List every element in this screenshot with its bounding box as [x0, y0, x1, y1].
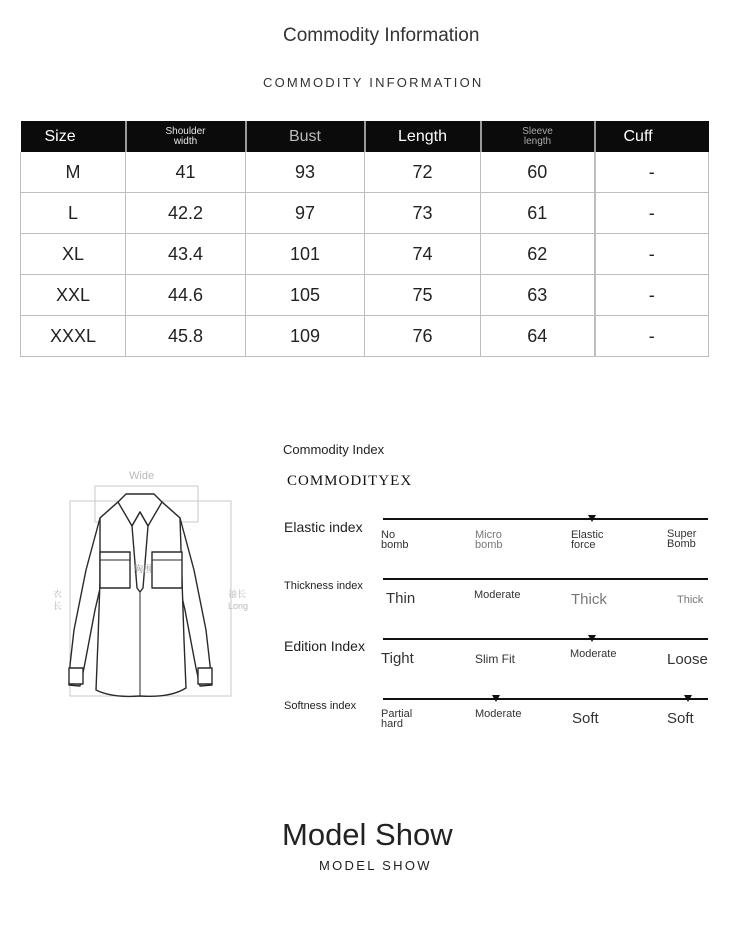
thickness-option-1: Thin — [386, 590, 416, 607]
col-header-size: Size — [21, 121, 126, 152]
table-row — [21, 152, 709, 193]
table-cell: 43.4 — [126, 234, 246, 275]
elastic-index-marker — [588, 515, 596, 522]
table-cell: XXL — [21, 275, 126, 316]
edition-index-marker — [588, 635, 596, 642]
table-cell: 72 — [365, 152, 481, 193]
edition-option-1: Tight — [381, 650, 414, 667]
table-cell: XXXL — [21, 316, 126, 357]
table-cell: 60 — [481, 152, 595, 193]
edition-option-2: Slim Fit — [475, 652, 515, 666]
table-row — [21, 316, 709, 357]
edition-index-line — [383, 638, 708, 640]
sleeve-label: 袖长 — [228, 589, 247, 599]
softness-option-3: Soft — [572, 710, 599, 727]
table-row — [21, 193, 709, 234]
table-row — [21, 234, 709, 275]
table-cell: XL — [21, 234, 126, 275]
thickness-option-2: Moderate — [474, 589, 521, 601]
table-cell: 105 — [246, 275, 365, 316]
table-cell: 101 — [246, 234, 365, 275]
table-cell: 44.6 — [126, 275, 246, 316]
table-cell: 42.2 — [126, 193, 246, 234]
table-cell: 61 — [481, 193, 595, 234]
softness-index-line — [383, 698, 708, 700]
table-row — [21, 275, 709, 316]
header-subtitle: COMMODITY INFORMATION — [263, 75, 484, 90]
elastic-option-3: Elastic force — [571, 529, 604, 551]
table-cell: 41 — [126, 152, 246, 193]
softness-index-label: Softness index — [284, 700, 357, 712]
index-subtitle: COMMODITYEX — [287, 473, 413, 489]
edition-option-4: Loose — [667, 651, 708, 668]
elastic-index-line — [383, 518, 708, 520]
table-cell: 64 — [481, 316, 595, 357]
col-header-shoulder: Shoulder width — [126, 121, 246, 152]
softness-index-marker-2 — [684, 695, 692, 702]
table-cell: 109 — [246, 316, 365, 357]
shirt-diagram-icon — [40, 460, 240, 710]
size-table-header — [21, 121, 709, 152]
col-header-sleeve: Sleeve length — [481, 121, 595, 152]
softness-option-4: Soft — [667, 710, 694, 727]
table-cell: 62 — [481, 234, 595, 275]
elastic-option-1: No bomb — [381, 529, 409, 551]
table-cell: - — [595, 234, 709, 275]
size-table — [20, 121, 709, 357]
table-cell: 75 — [365, 275, 481, 316]
thickness-index-line — [383, 578, 708, 580]
col-header-length: Length — [365, 121, 481, 152]
table-cell: 74 — [365, 234, 481, 275]
col-header-bust: Bust — [246, 121, 365, 152]
model-show-subtitle: MODEL SHOW — [319, 858, 432, 873]
table-cell: 73 — [365, 193, 481, 234]
chest-label: 胸围 — [134, 564, 153, 574]
edition-index-label: Edition Index — [284, 638, 365, 654]
table-cell: M — [21, 152, 126, 193]
table-cell: - — [595, 316, 709, 357]
table-cell: 63 — [481, 275, 595, 316]
thickness-index-label: Thickness index — [284, 580, 363, 592]
elastic-option-2: Micro bomb — [475, 529, 503, 551]
sleeve-long-label: Long — [228, 601, 249, 611]
table-cell: - — [595, 193, 709, 234]
table-cell: L — [21, 193, 126, 234]
softness-option-1: Partial hard — [381, 708, 413, 730]
index-title: Commodity Index — [283, 442, 385, 457]
table-cell: - — [595, 152, 709, 193]
softness-index-marker-1 — [492, 695, 500, 702]
header-title: Commodity Information — [283, 25, 480, 46]
wide-label: Wide — [129, 470, 155, 482]
table-cell: 93 — [246, 152, 365, 193]
thickness-option-3: Thick — [571, 591, 607, 608]
col-header-cuff: Cuff — [595, 121, 709, 152]
model-show-title: Model Show — [282, 817, 453, 852]
table-cell: 97 — [246, 193, 365, 234]
body-length-label: 衣长 — [53, 589, 63, 611]
table-cell: - — [595, 275, 709, 316]
table-cell: 76 — [365, 316, 481, 357]
softness-option-2: Moderate — [475, 708, 522, 720]
thickness-option-4: Thick — [677, 594, 704, 606]
elastic-index-label: Elastic index — [284, 519, 363, 535]
table-cell: 45.8 — [126, 316, 246, 357]
edition-option-3: Moderate — [570, 648, 617, 660]
elastic-option-4: Super Bomb — [667, 528, 697, 550]
